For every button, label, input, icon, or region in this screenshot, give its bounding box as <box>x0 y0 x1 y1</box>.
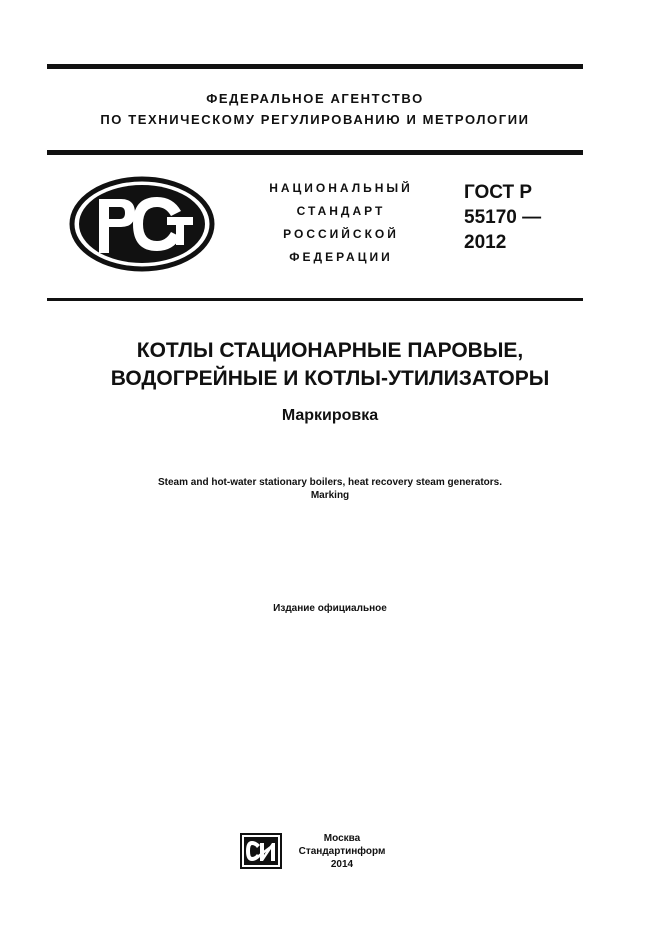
national-line-1: НАЦИОНАЛЬНЫЙ <box>269 181 413 195</box>
publisher-name: Стандартинформ <box>298 846 386 857</box>
english-line-1: Steam and hot-water stationary boilers, heat recovery steam generators. <box>157 477 502 488</box>
edition-label: Издание официальное <box>273 603 387 614</box>
standard-designation <box>464 180 584 255</box>
top-divider <box>47 64 583 69</box>
national-line-2: СТАНДАРТ <box>296 204 386 218</box>
document-title <box>47 337 613 393</box>
designation-line-1: ГОСТ Р <box>464 182 533 203</box>
agency-line-2: ПО ТЕХНИЧЕСКОМУ РЕГУЛИРОВАНИЮ И МЕТРОЛОГИИ <box>100 112 530 127</box>
designation-line-2: 55170 — <box>464 207 542 228</box>
national-standard-label <box>252 177 430 269</box>
english-title <box>47 476 613 502</box>
document-subtitle: Маркировка <box>281 407 379 424</box>
english-line-2: Marking <box>310 490 350 501</box>
title-line-1: КОТЛЫ СТАЦИОНАРНЫЕ ПАРОВЫЕ, <box>136 339 524 362</box>
section-divider <box>47 298 583 301</box>
designation-line-3: 2012 <box>464 232 507 253</box>
agency-line-1: ФЕДЕРАЛЬНОЕ АГЕНТСТВО <box>206 91 424 106</box>
header-divider <box>47 150 583 155</box>
rst-logo-icon <box>69 175 215 273</box>
standartinform-logo-icon <box>240 833 282 869</box>
publisher-info <box>292 832 392 871</box>
publisher-city: Москва <box>323 833 361 844</box>
title-line-2: ВОДОГРЕЙНЫЕ И КОТЛЫ-УТИЛИЗАТОРЫ <box>110 367 550 390</box>
national-line-3: РОССИЙСКОЙ <box>283 227 399 241</box>
publisher-year: 2014 <box>330 859 354 870</box>
national-line-4: ФЕДЕРАЦИИ <box>289 250 393 264</box>
